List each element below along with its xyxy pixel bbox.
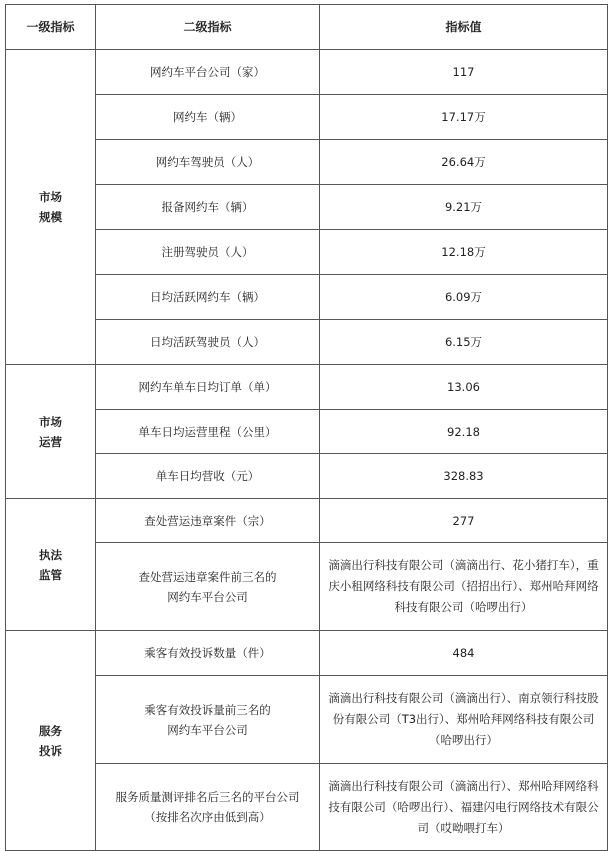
indicator-label: 查处营运违章案件（宗）: [96, 499, 320, 543]
indicator-value: 6.09万: [320, 275, 608, 320]
indicator-value: 484: [320, 631, 608, 676]
indicator-label: 乘客有效投诉数量（件）: [96, 631, 320, 676]
indicator-value: 17.17万: [320, 95, 608, 140]
indicator-value: 277: [320, 499, 608, 543]
indicator-label: 报备网约车（辆）: [96, 185, 320, 230]
indicator-value: 13.06: [320, 365, 608, 410]
table-row: [6, 410, 608, 454]
indicator-label: 查处营运违章案件前三名的 网约车平台公司: [96, 543, 320, 631]
indicator-label: 网约车（辆）: [96, 95, 320, 140]
table-row: [6, 95, 608, 140]
indicator-label: 注册驾驶员（人）: [96, 230, 320, 275]
indicator-value: 9.21万: [320, 185, 608, 230]
indicator-value: 92.18: [320, 410, 608, 454]
indicator-value: 117: [320, 50, 608, 95]
category-service-complaints: 服务 投诉: [6, 631, 96, 851]
indicator-value: 滴滴出行科技有限公司（滴滴出行）、南京领行科技股份有限公司（T3出行）、郑州哈拜网络科技有限公司（哈啰出行）: [320, 676, 608, 764]
indicator-value: 滴滴出行科技有限公司（滴滴出行、花小猪打车），重庆小租网络科技有限公司（招招出行）、郑州哈拜网络科技有限公司（哈啰出行）: [320, 543, 608, 631]
indicator-label: 网约车平台公司（家）: [96, 50, 320, 95]
table-row: [6, 140, 608, 185]
indicator-label: 网约车单车日均订单（单）: [96, 365, 320, 410]
category-market-operation: 市场 运营: [6, 365, 96, 499]
header-value: 指标值: [320, 5, 608, 50]
table-row: [6, 631, 608, 676]
indicator-table: [5, 4, 608, 851]
table-row: [6, 454, 608, 499]
category-enforcement: 执法 监管: [6, 499, 96, 631]
indicator-label: 乘客有效投诉量前三名的 网约车平台公司: [96, 676, 320, 764]
table-row: [6, 499, 608, 543]
table-row: [6, 50, 608, 95]
indicator-label: 单车日均运营里程（公里）: [96, 410, 320, 454]
indicator-label: 日均活跃网约车（辆）: [96, 275, 320, 320]
table-row: [6, 543, 608, 631]
indicator-label: 服务质量测评排名后三名的平台公司 （按排名次序由低到高）: [96, 764, 320, 851]
indicator-value: 26.64万: [320, 140, 608, 185]
indicator-label: 日均活跃驾驶员（人）: [96, 320, 320, 365]
header-level2: 二级指标: [96, 5, 320, 50]
indicator-label: 网约车驾驶员（人）: [96, 140, 320, 185]
indicator-value: 12.18万: [320, 230, 608, 275]
category-market-scale: 市场 规模: [6, 50, 96, 365]
table-row: [6, 320, 608, 365]
table-row: [6, 365, 608, 410]
table-header-row: [6, 5, 608, 50]
indicator-value: 6.15万: [320, 320, 608, 365]
table-row: [6, 230, 608, 275]
table-row: [6, 676, 608, 764]
table-row: [6, 185, 608, 230]
indicator-value: 滴滴出行科技有限公司（滴滴出行）、郑州哈拜网络科技有限公司（哈啰出行）、福建闪电行网络技术有限公司（哎呦喂打车）: [320, 764, 608, 851]
header-level1: 一级指标: [6, 5, 96, 50]
indicator-value: 328.83: [320, 454, 608, 499]
indicator-label: 单车日均营收（元）: [96, 454, 320, 499]
table-row: [6, 764, 608, 851]
table-row: [6, 275, 608, 320]
